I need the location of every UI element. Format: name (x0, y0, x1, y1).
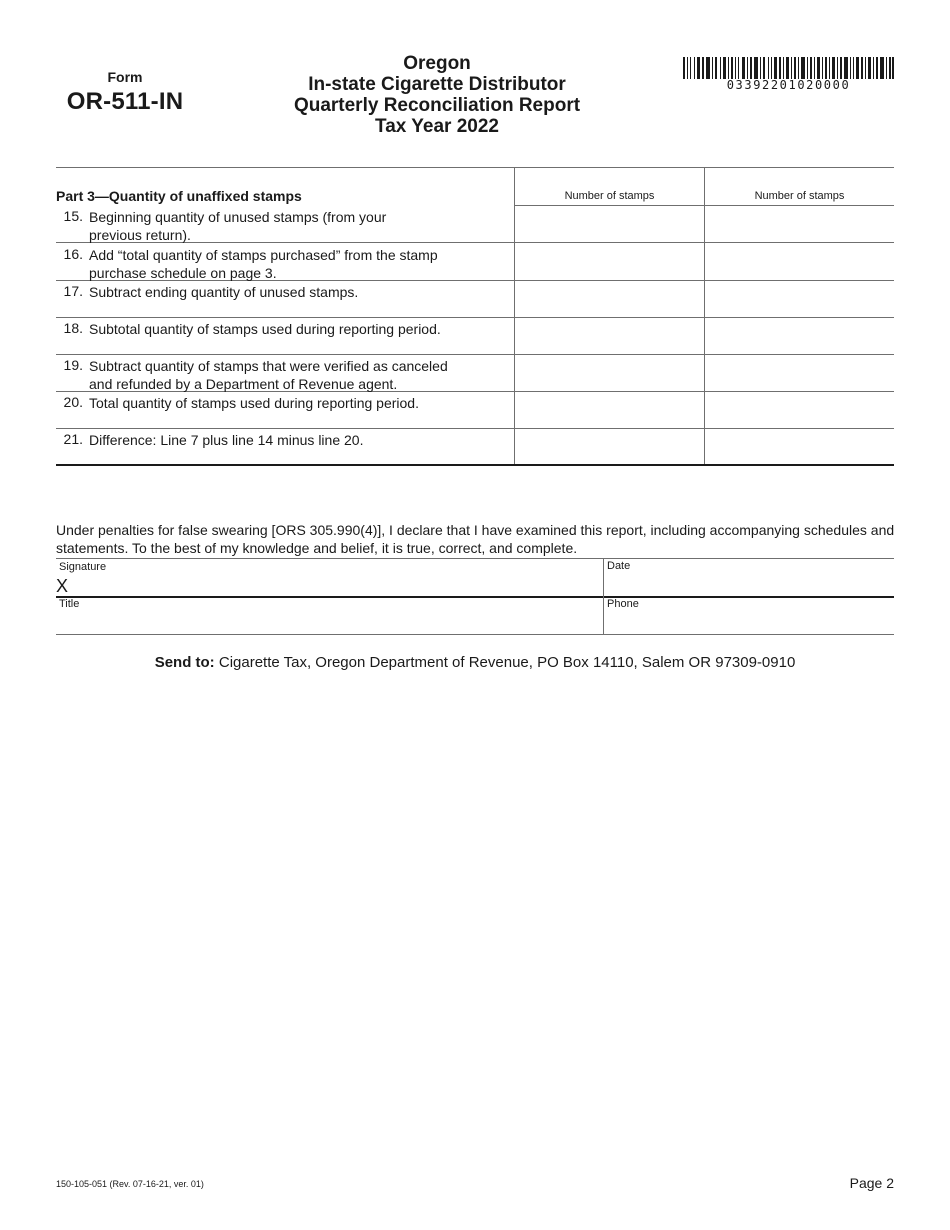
line-18-stamps-input-1[interactable] (515, 317, 704, 354)
column-header-stamps-2: Number of stamps (754, 190, 845, 202)
page-number: Page 2 (849, 1175, 894, 1191)
line-20-row (56, 391, 894, 429)
signature-field[interactable] (56, 559, 602, 595)
title-line-report: Quarterly Reconciliation Report (293, 95, 581, 116)
title-line-distributor: In-state Cigarette Distributor (308, 74, 566, 95)
form-number: OR-511-IN (66, 88, 184, 115)
line-number: 19. (63, 357, 83, 373)
line-19-stamps-input-2[interactable] (705, 354, 894, 391)
line-description: Subtotal quantity of stamps used during reporting period. (89, 321, 441, 337)
send-to-address (56, 654, 894, 671)
barcode-image (683, 57, 894, 79)
line-15-stamps-input-2[interactable] (705, 205, 894, 242)
table-top-rule (56, 167, 894, 168)
line-description: Total quantity of stamps used during reporting period. (89, 395, 419, 411)
title-line-state: Oregon (403, 53, 471, 74)
line-description: Subtract quantity of stamps that were verified as canceled and refunded by a Department of Revenue agent. (89, 358, 448, 392)
title-line-tax-year: Tax Year 2022 (375, 116, 499, 137)
line-18-stamps-input-2[interactable] (705, 317, 894, 354)
line-description: Add “total quantity of stamps purchased” from the stamp purchase schedule on page 3. (89, 247, 438, 281)
declaration-text: Under penalties for false swearing [ORS 305.990(4)], I declare that I have examined this report, including accompanying schedules and statements. To the best of my knowledge and belief, it is true, correct, and complete. (56, 522, 895, 556)
line-number: 20. (63, 394, 83, 410)
signature-label: Signature (59, 561, 107, 573)
line-16-row (56, 243, 894, 281)
line-number: 18. (63, 320, 83, 336)
line-16-stamps-input-2[interactable] (705, 243, 894, 280)
line-17-row (56, 280, 894, 318)
line-15-stamps-input-1[interactable] (515, 205, 704, 242)
title-label: Title (59, 598, 80, 610)
line-20-stamps-input-1[interactable] (515, 391, 704, 428)
line-16-stamps-input-1[interactable] (515, 243, 704, 280)
phone-field[interactable] (605, 598, 894, 633)
phone-label: Phone (607, 598, 639, 610)
line-description: Difference: Line 7 plus line 14 minus line 20. (89, 432, 364, 448)
part3-title: Part 3—Quantity of unaffixed stamps (56, 188, 302, 204)
title-field[interactable] (56, 598, 602, 633)
line-15-row (56, 205, 894, 243)
line-19-stamps-input-1[interactable] (515, 354, 704, 391)
line-number: 15. (63, 208, 83, 224)
line-21-row (56, 428, 894, 466)
signature-mark: X (56, 576, 69, 596)
form-label: Form (107, 69, 143, 85)
line-number: 16. (63, 246, 83, 262)
signature-divider (603, 558, 604, 635)
line-19-row (56, 354, 894, 392)
barcode-number: 03392201020000 (726, 78, 851, 92)
mailing-address: Cigarette Tax, Oregon Department of Revenue, PO Box 14110, Salem OR 97309-0910 (218, 654, 796, 671)
line-21-stamps-input-1[interactable] (515, 428, 704, 465)
send-to-label: Send to: (154, 654, 215, 671)
revision-code: 150-105-051 (Rev. 07-16-21, ver. 01) (56, 1179, 204, 1189)
line-description: Subtract ending quantity of unused stamps. (89, 284, 359, 300)
line-number: 21. (63, 431, 83, 447)
line-17-stamps-input-1[interactable] (515, 280, 704, 317)
line-17-stamps-input-2[interactable] (705, 280, 894, 317)
column-header-stamps-1: Number of stamps (564, 190, 655, 202)
date-label: Date (607, 560, 631, 572)
line-21-stamps-input-2[interactable] (705, 428, 894, 465)
line-description: Beginning quantity of unused stamps (from your previous return). (89, 209, 387, 243)
signature-bottom-rule (56, 634, 894, 635)
line-18-row (56, 317, 894, 355)
form-title (262, 53, 612, 137)
line-number: 17. (63, 283, 83, 299)
date-field[interactable] (605, 559, 894, 595)
line-20-stamps-input-2[interactable] (705, 391, 894, 428)
